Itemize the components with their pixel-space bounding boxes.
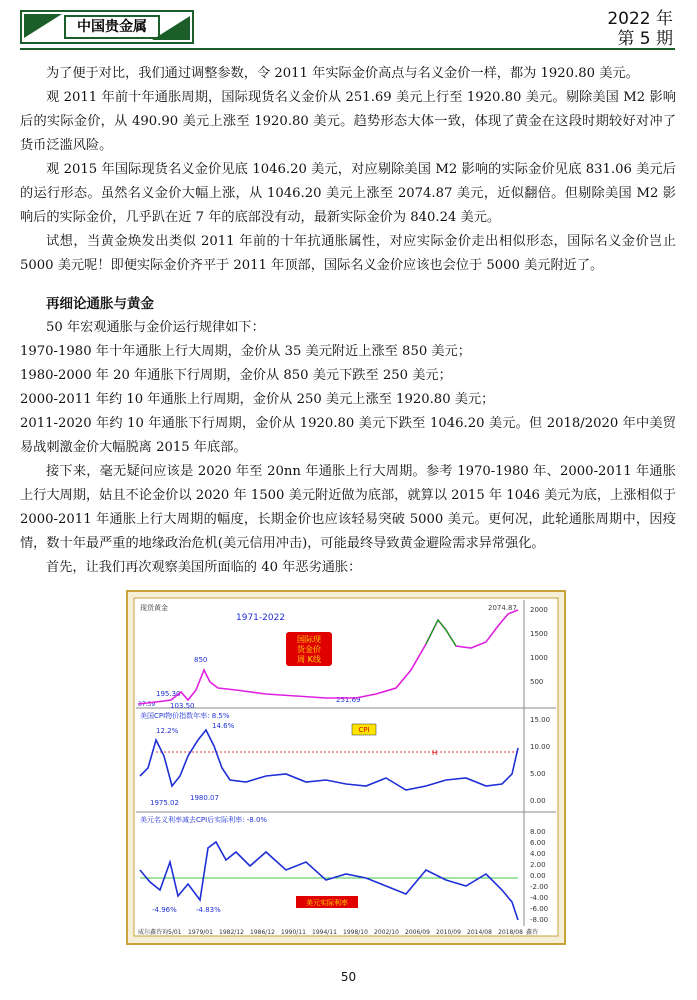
x-axis-label: 威尔鑫咨询: [138, 929, 169, 936]
panel3-y-tick: -6.00: [530, 905, 549, 913]
panel2-marker: H: [432, 749, 438, 757]
panel2-y-tick: 15.00: [530, 716, 551, 724]
panel1-annotation: 850: [194, 656, 208, 664]
panel1-annotation: 195.30: [156, 690, 181, 698]
paragraph: 1970-1980 年十年通胀上行大周期，金价从 35 美元附近上涨至 850 美元；: [20, 344, 471, 359]
panel2-title: 美国CPI物价指数年率: 8.5%: [140, 712, 230, 720]
x-axis-label: 2006/09: [405, 929, 430, 936]
paragraph: 试想，当黄金焕发出类似 2011 年前的十年抗通胀属性，对应实际金价走出相似形态，国际名义金价岂止 5000 美元呢！即便实际金价齐平于 2011 年顶部，国际名义金价应该也会位于 5000 美元附近了。: [20, 234, 676, 273]
x-axis-label: 2014/08: [467, 929, 492, 936]
panel1-y-tick: 500: [530, 678, 544, 686]
panel1-annotation: 251.69: [336, 696, 361, 704]
panel2-annotation: 1975.02: [150, 799, 179, 807]
x-axis-label: 1979/01: [188, 929, 213, 936]
panel2-annotation: 14.6%: [212, 722, 235, 730]
header-divider: [20, 48, 675, 50]
panel1-corner-label: 现货黄金: [140, 604, 168, 612]
x-axis-label: 2002/10: [374, 929, 399, 936]
x-axis-label: 1990/11: [281, 929, 306, 936]
x-axis-label: 2010/09: [436, 929, 461, 936]
paragraph: 接下来，毫无疑问应该是 2020 年至 20nn 年通胀上行大周期。参考 1970-1980 年、2000-2011 年通胀上行大周期，姑且不论金价以 2020 年 1500 美元附近做为底部，就算以 2015 年 1046 美元为底，上涨相似于 2000-2011 年通胀上行大周期的幅度，长期金价也应该轻易突破 5000 美元。更何况，此轮通胀周期中，因疫情，数十年最严重的地缘政治危机(美元信用冲击)，可能最终导致黄金避险需求异常强化。: [20, 464, 676, 551]
x-axis-label: 1998/10: [343, 929, 368, 936]
panel3-y-tick: -4.00: [530, 894, 549, 902]
panel2-annotation: 1980.07: [190, 794, 219, 802]
logo-text: 中国贵金属: [64, 15, 160, 39]
panel3-y-tick: 6.00: [530, 839, 546, 847]
paragraph: 首先，让我们再次观察美国所面临的 40 年恶劣通胀：: [46, 560, 362, 575]
panel2-tag-text: CPI: [358, 726, 370, 734]
panel3-y-tick: -8.00: [530, 916, 549, 924]
panel1-y-tick: 1000: [530, 654, 548, 662]
panel3-y-tick: 4.00: [530, 850, 546, 858]
x-axis-label: 1986/12: [250, 929, 275, 936]
page-number: 50: [340, 970, 357, 984]
panel3-y-tick: -2.00: [530, 883, 549, 891]
panel1-legend-line: 国际现: [297, 635, 321, 644]
panel2-y-tick: 0.00: [530, 797, 546, 805]
x-axis-label: 5/01: [168, 929, 182, 936]
panel1-annotation: 2074.87: [488, 604, 517, 612]
section-title: 再细论通胀与黄金: [46, 296, 154, 312]
panel1-annotation: 103.50: [170, 702, 195, 710]
panel1-annotation: 37.39: [138, 701, 156, 708]
panel3-y-tick: 0.00: [530, 872, 546, 880]
panel2-y-tick: 5.00: [530, 770, 546, 778]
article-body: [20, 62, 676, 580]
x-axis-label: 1982/12: [219, 929, 244, 936]
panel3-tag-text: 美元实际利率: [306, 899, 348, 907]
panel1-y-tick: 1500: [530, 630, 548, 638]
panel3-title: 美元名义利率减去CPI后实际利率: -8.0%: [140, 816, 268, 824]
paragraph: 观 2011 年前十年通胀周期，国际现货名义金价从 251.69 美元上行至 1920.80 美元。剔除美国 M2 影响后的实际金价，从 490.90 美元上涨至 1920.80 美元。趋势形态大体一致，体现了黄金在这段时期较好对冲了货币泛滥风险。: [20, 90, 676, 153]
paragraph: 观 2015 年国际现货名义金价见底 1046.20 美元，对应剔除美国 M2 影响的实际金价见底 831.06 美元后的运行形态。虽然名义金价大幅上涨，从 1046.20 美元上涨至 2074.87 美元，近似翻倍。但剔除美国 M2 影响后的实际金价，几乎趴在近 7 年的底部没有动，最新实际金价为 840.24 美元。: [20, 162, 676, 225]
paragraph: 50 年宏观通胀与金价运行规律如下：: [46, 320, 265, 335]
panel1-period: 1971-2022: [236, 613, 286, 623]
panel3-y-tick: 2.00: [530, 861, 546, 869]
panel3-annotation: -4.83%: [196, 906, 221, 914]
panel2-y-tick: 10.00: [530, 743, 551, 751]
panel2-annotation: 12.2%: [156, 727, 179, 735]
panel3-annotation: -4.96%: [152, 906, 177, 914]
page-header: [0, 0, 697, 52]
x-axis-label: 2018/08: [498, 929, 523, 936]
panel1-y-tick: 2000: [530, 606, 548, 614]
panel1-legend-line: 周 K线: [297, 655, 321, 664]
figure-svg: [126, 590, 566, 945]
figure-inner: [134, 598, 558, 936]
logo: [20, 10, 194, 44]
x-axis-label: 1994/11: [312, 929, 337, 936]
x-axis-label: 鑫咨: [526, 929, 539, 936]
issue-label: 第 5 期: [617, 29, 673, 49]
paragraph: 2000-2011 年约 10 年通胀上行周期，金价从 250 美元上涨至 1920.80 美元；: [20, 392, 495, 407]
panel3-y-tick: 8.00: [530, 828, 546, 836]
paragraph: 2011-2020 年约 10 年通胀下行周期，金价从 1920.80 美元下跌至 1046.20 美元。但 2018/2020 年中美贸易战刺激金价大幅脱离 2015 年底部。: [20, 416, 676, 455]
year-label: 2022 年: [607, 9, 673, 29]
gold-cpi-figure: [126, 590, 566, 945]
paragraph: 为了便于对比，我们通过调整参数，令 2011 年实际金价高点与名义金价一样，都为 1920.80 美元。: [46, 66, 639, 81]
paragraph: 1980-2000 年 20 年通胀下行周期，金价从 850 美元下跌至 250 美元；: [20, 368, 452, 383]
panel1-legend-line: 货金价: [297, 645, 321, 654]
